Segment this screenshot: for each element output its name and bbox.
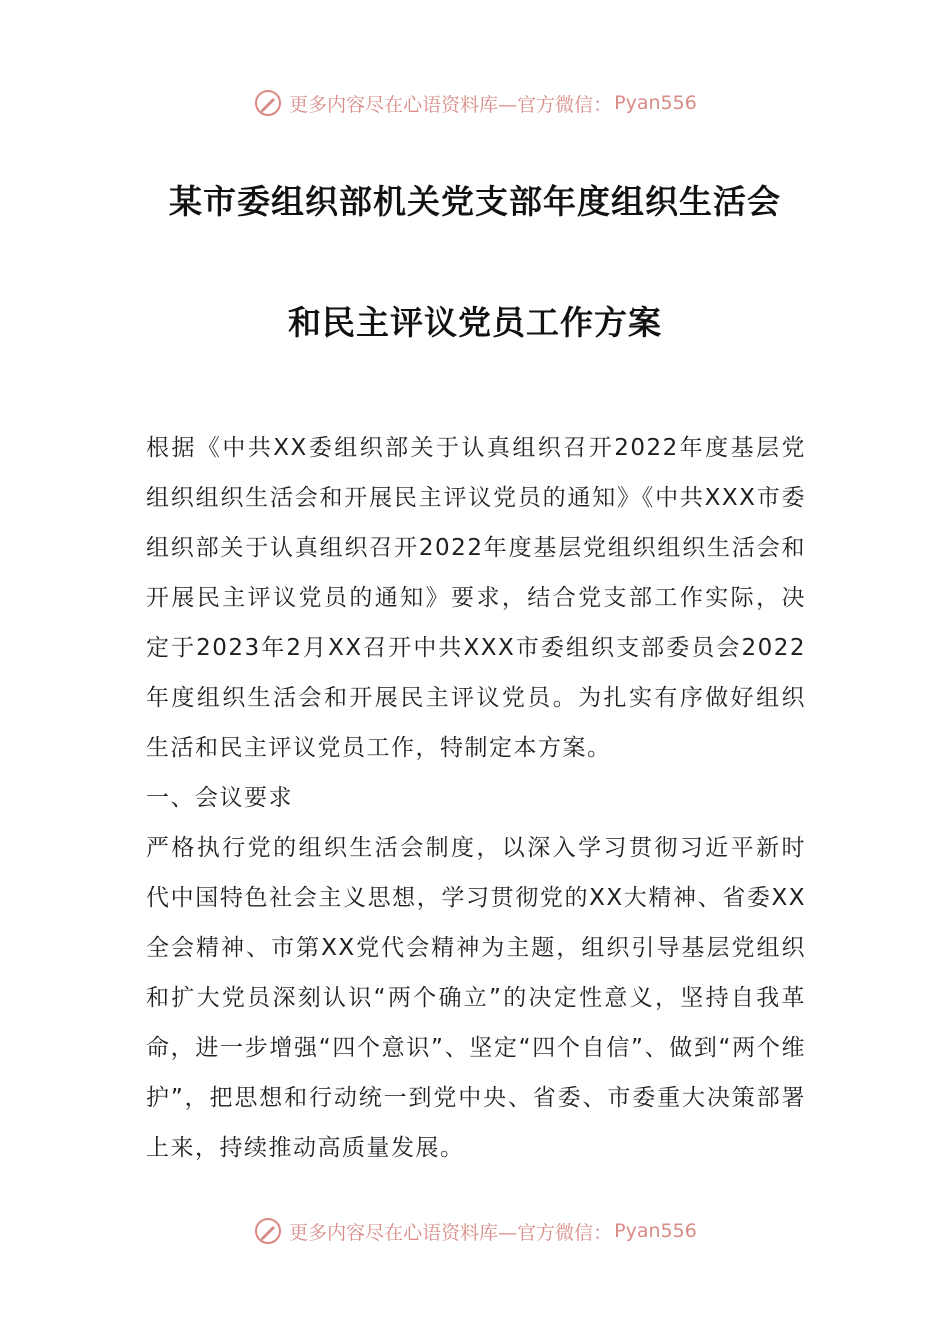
section-paragraph-meeting-requirements: 严格执行党的组织生活会制度，以深入学习贯彻习近平新时代中国特色社会主义思想，学习贯彻党的XX大精神、省委XX全会精神、市第XX党代会精神为主题，组织引导基层党组织和扩大党员深刻认识“两个确立”的决定性意义，坚持自我革命，进一步增强“四个意识”、坚定“四个自信”、做到“两个维护”，把思想和行动统一到党中央、省委、市委重大决策部署上来，持续推动高质量发展。 [146,835,806,1161]
watermark-text: 更多内容尽在心语资料库—官方微信： [289,1221,613,1244]
section-heading-meeting-requirements: 一、会议要求 [146,785,293,811]
intro-paragraph: 根据《中共XX委组织部关于认真组织召开2022年度基层党组织组织生活会和开展民主评议党员的通知》《中共XXX市委组织部关于认真组织召开2022年度基层党组织组织生活会和开展民主评议党员的通知》要求，结合党支部工作实际，决定于2023年2月XX召开中共XXX市委组织支部委员会2022年度组织生活会和开展民主评议党员。为扎实有序做好组织生活和民主评议党员工作，特制定本方案。 [146,435,806,761]
pen-circle-logo-icon [253,88,283,118]
watermark-wechat-id: Pyan556 [614,92,697,114]
watermark-text: 更多内容尽在心语资料库—官方微信： [289,93,613,116]
watermark-wechat-id: Pyan556 [614,1220,697,1242]
document-title-line-2: 和民主评议党员工作方案 [288,303,662,342]
document-title-line-1: 某市委组织部机关党支部年度组织生活会 [169,182,781,221]
header-watermark [0,83,950,123]
footer-watermark [0,1211,950,1251]
pen-circle-logo-icon [253,1216,283,1246]
